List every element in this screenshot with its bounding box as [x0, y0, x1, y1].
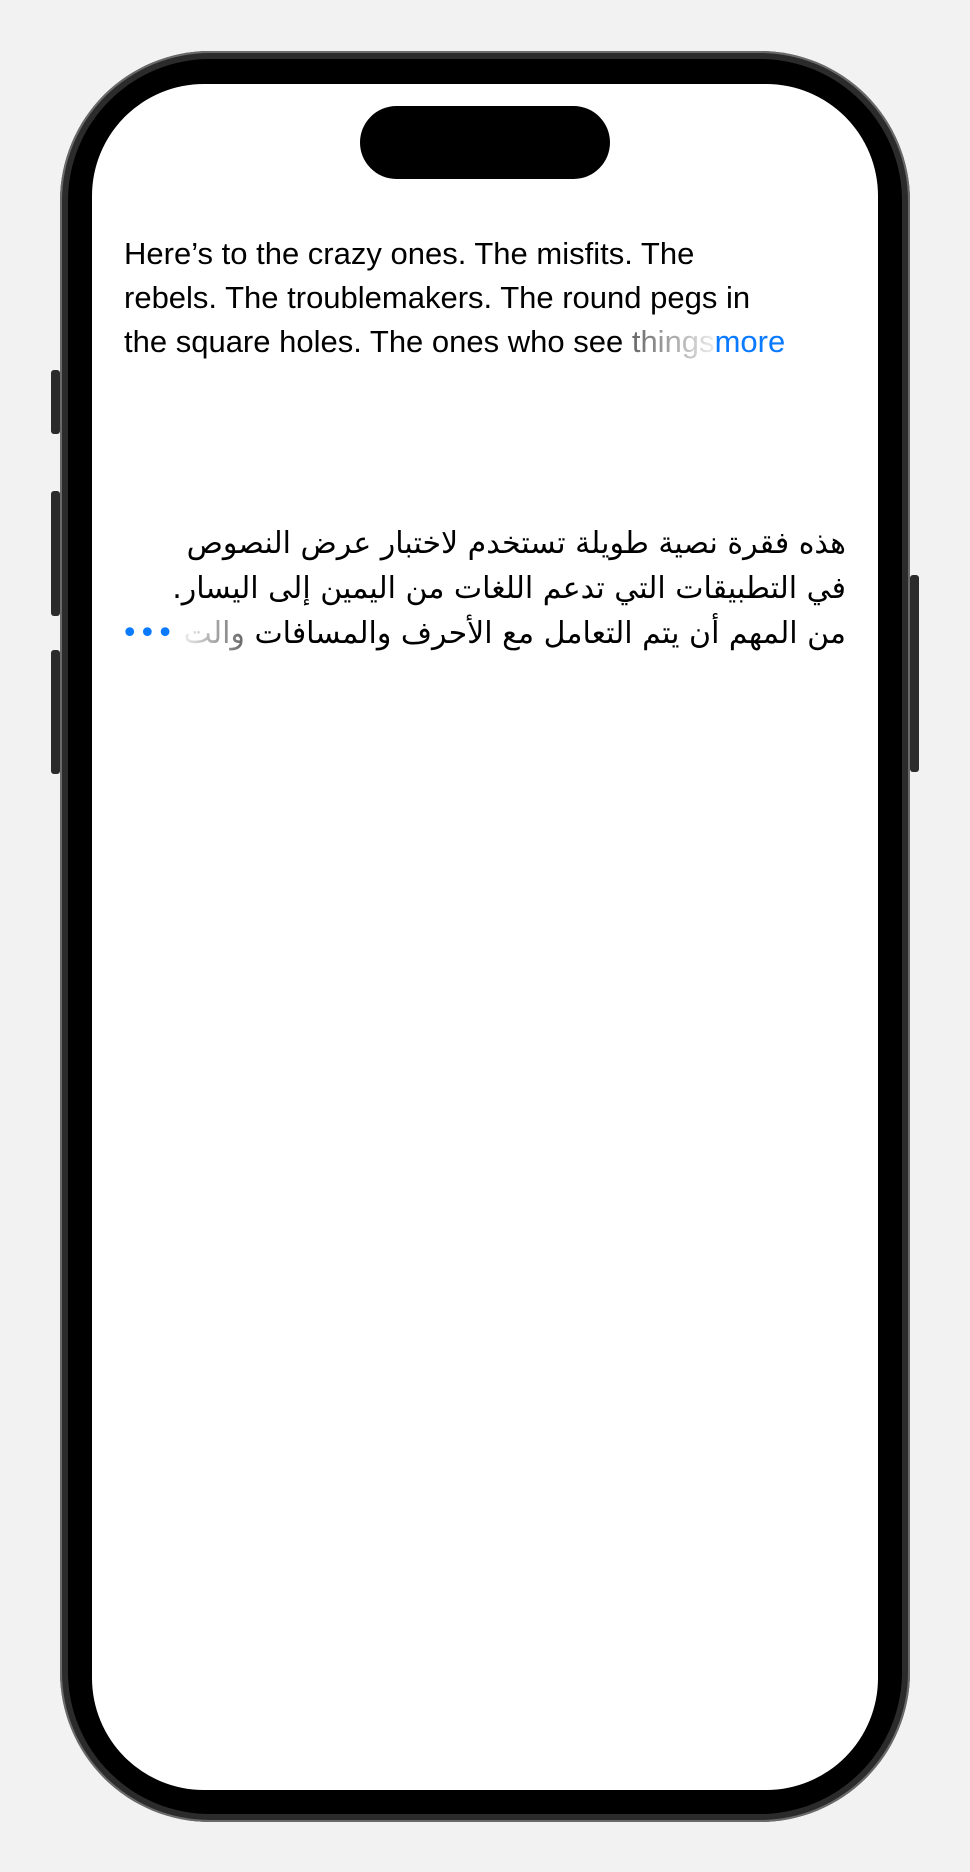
arabic-truncated-text	[120, 521, 846, 656]
more-button[interactable]: more	[714, 324, 786, 359]
text-line: هذه فقرة نصية طويلة تستخدم لاختبار عرض النصوص	[186, 526, 846, 561]
text-line	[124, 320, 846, 364]
action-button	[51, 370, 60, 434]
text-line: في التطبيقات التي تدعم اللغات من اليمين إلى اليسار.	[172, 571, 846, 606]
text-line: Here’s to the crazy ones. The misfits. The	[124, 236, 695, 271]
volume-down-button	[51, 650, 60, 774]
more-ellipsis-button[interactable]: •••	[120, 616, 174, 651]
faded-text: things	[631, 324, 715, 359]
dynamic-island	[360, 106, 610, 179]
english-truncated-text	[124, 232, 846, 364]
text-line-content: من المهم أن يتم التعامل مع الأحرف والمسافات	[244, 616, 846, 651]
power-button	[910, 575, 919, 772]
text-line	[120, 611, 846, 656]
screen	[92, 84, 878, 1790]
text-line-content: the square holes. The ones who see	[124, 324, 632, 359]
faded-text: والت	[183, 616, 245, 651]
volume-up-button	[51, 491, 60, 616]
text-line: rebels. The troublemakers. The round pegs in	[124, 280, 751, 315]
